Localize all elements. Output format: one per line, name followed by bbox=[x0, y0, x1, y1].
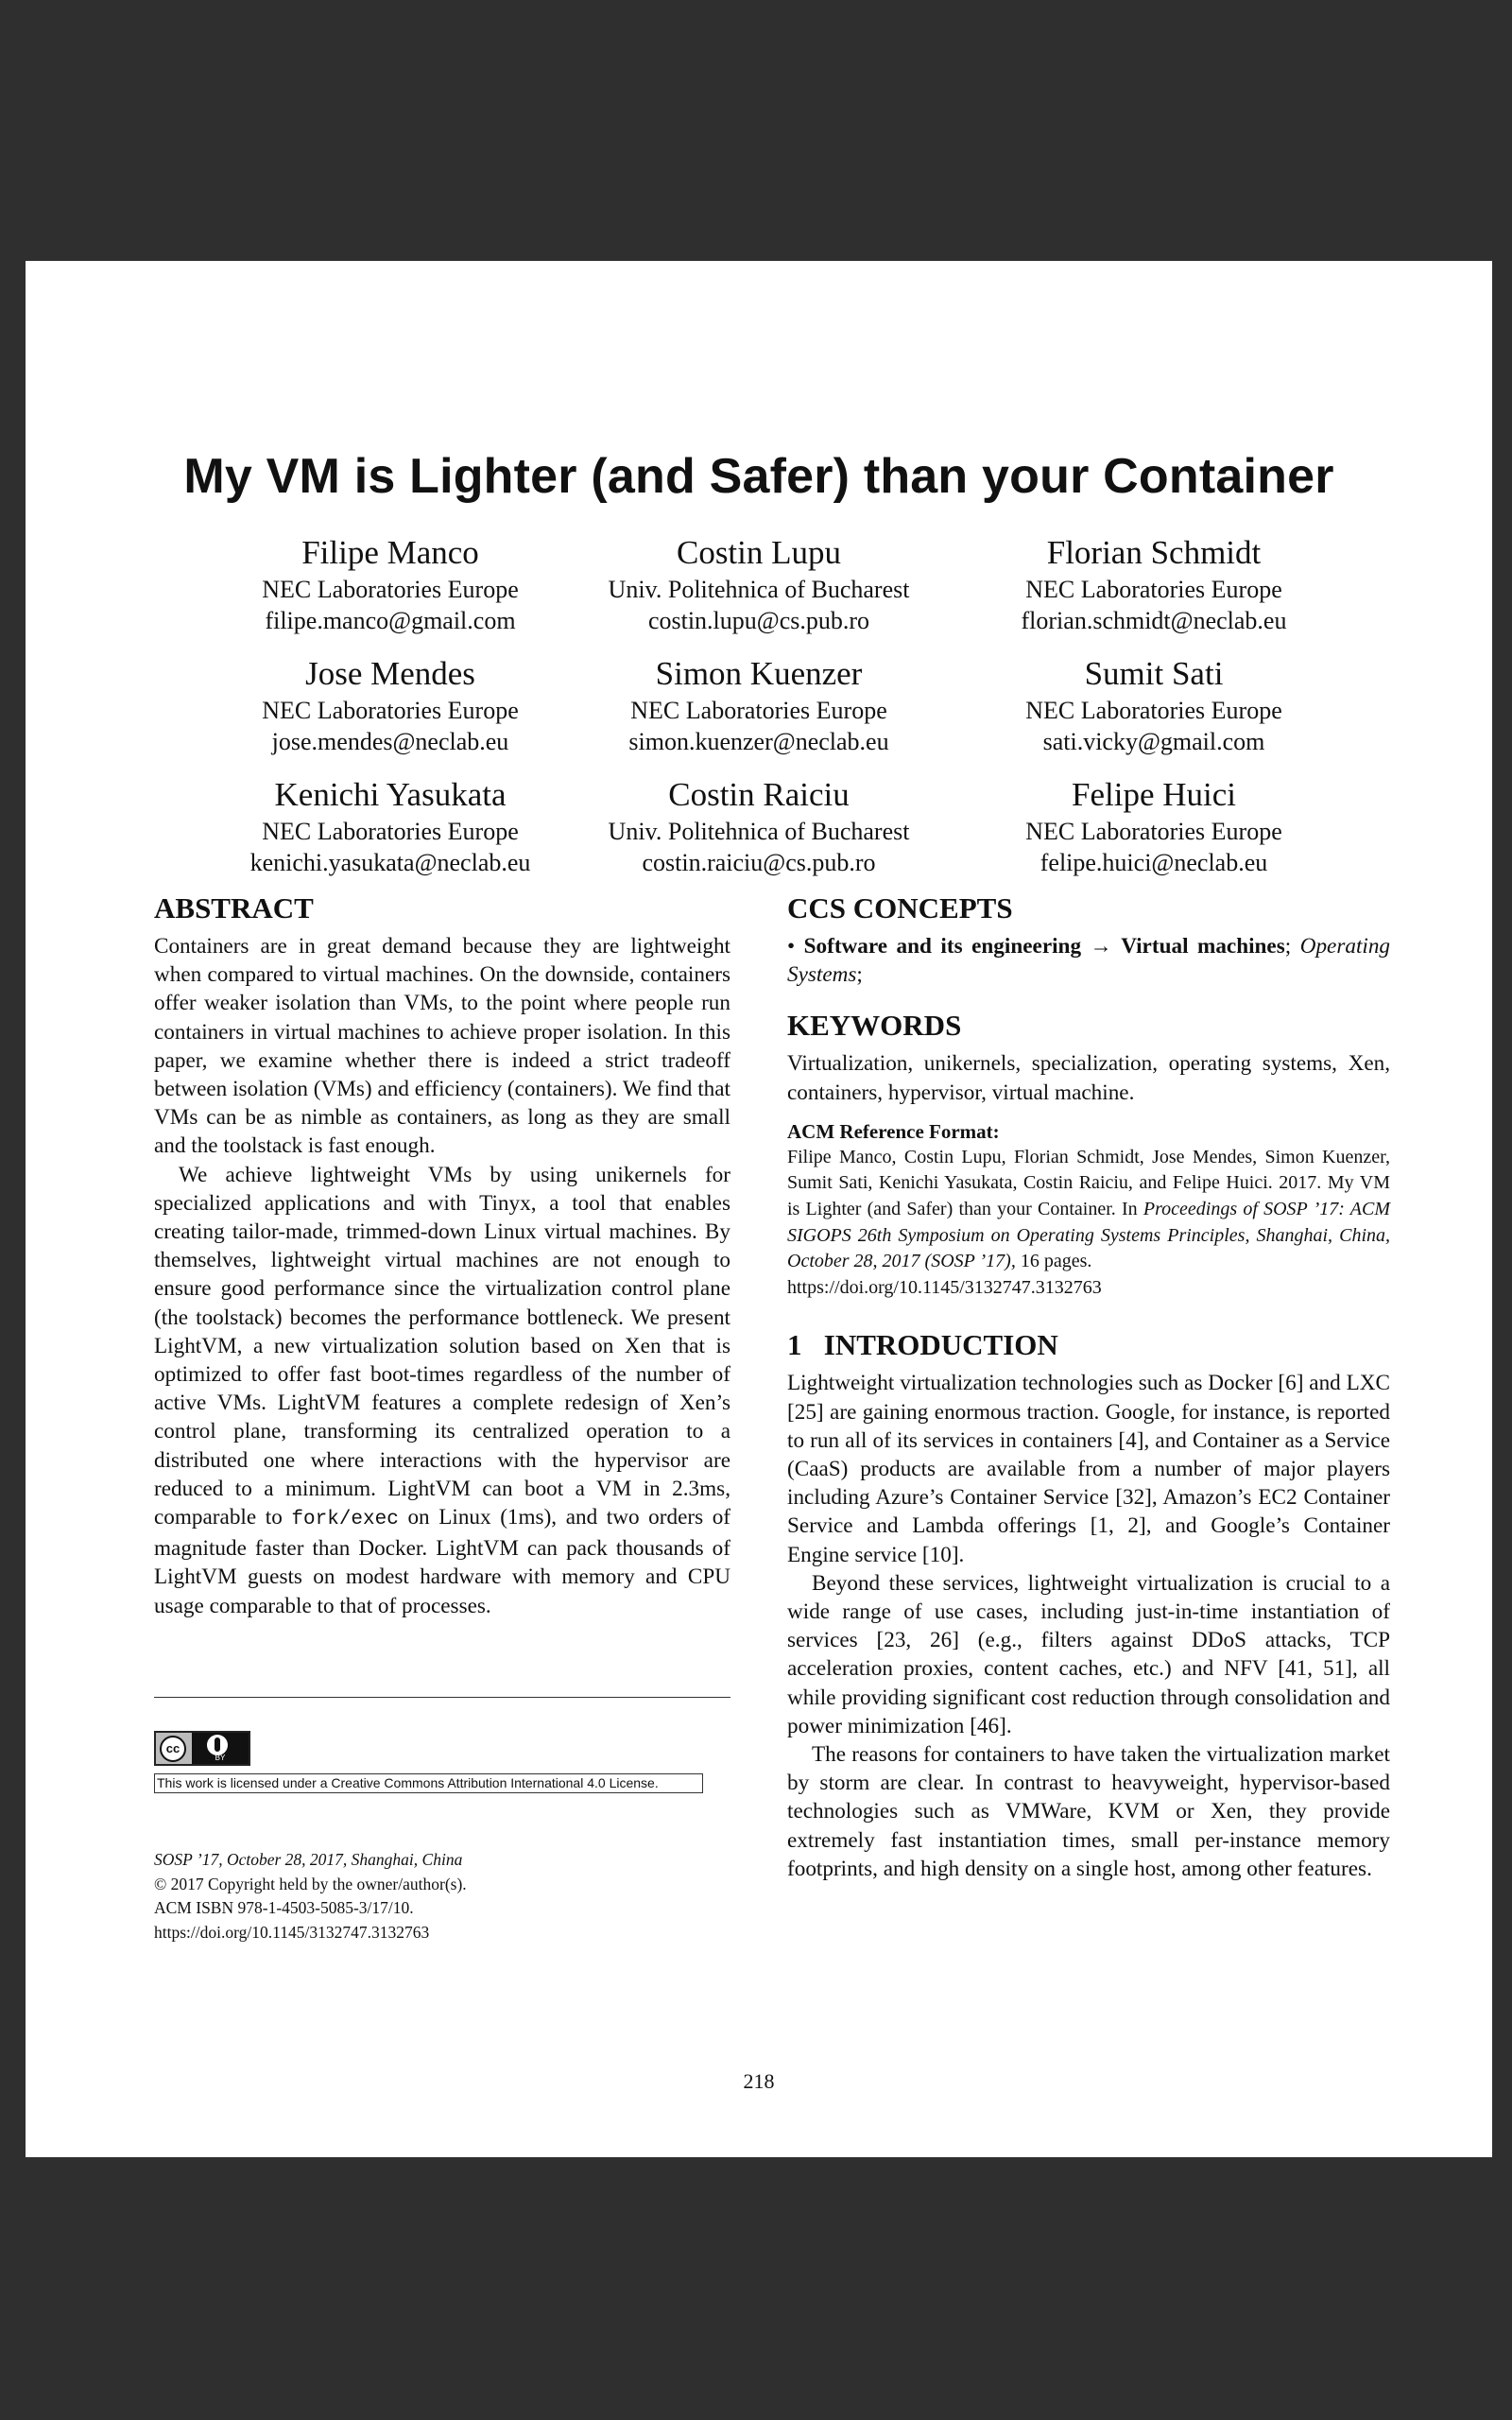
footnote-rule bbox=[154, 1697, 730, 1698]
author-name: Jose Mendes bbox=[305, 655, 475, 692]
abstract-paragraph-2 bbox=[154, 1161, 730, 1620]
ccs-concept: Operating Systems bbox=[787, 934, 1391, 988]
author-name: Simon Kuenzer bbox=[655, 655, 863, 692]
author-name: Filipe Manco bbox=[301, 534, 479, 571]
paper-page bbox=[26, 261, 1492, 2157]
author-card bbox=[551, 774, 967, 878]
author-affiliation: NEC Laboratories Europe bbox=[1025, 818, 1282, 845]
attribution-icon bbox=[192, 1733, 249, 1764]
bullet: • bbox=[787, 934, 796, 959]
author-email: costin.lupu@cs.pub.ro bbox=[647, 607, 870, 634]
by-label: BY bbox=[215, 1754, 226, 1762]
section-number: 1 bbox=[787, 1328, 802, 1362]
ccs-concept: Software and its engineering bbox=[803, 934, 1082, 959]
author-email: florian.schmidt@neclab.eu bbox=[1021, 607, 1287, 634]
acm-ref-text bbox=[787, 1145, 1390, 1275]
author-card bbox=[182, 653, 598, 757]
person-figure bbox=[215, 1737, 220, 1752]
intro-paragraph-1: Lightweight virtualization technologies such as Docker [6] and LXC [25] are gaining enormous traction. Google, for instance, is reported to run all of its services in containers [4], and Container as a Service (CaaS) products are available from a number of major players including Azure’s Container Service [32], Amazon’s EC2 Container Service and Lambda offerings [1, 2], and Google’s Container Engine service [10]. bbox=[787, 1371, 1390, 1567]
acm-ref-authors: Filipe Manco, Costin Lupu, Florian Schmidt, Jose Mendes, Simon Kuenzer, Sumit Sati, Kenichi Yasukata, Costin Raiciu, and Felipe Huici. 2017. My VM is Lighter (and Safer) than your Container. In bbox=[787, 1146, 1390, 1219]
acm-ref-pages: 16 pages. bbox=[1020, 1251, 1092, 1272]
abstract-heading: ABSTRACT bbox=[154, 891, 314, 925]
ccs-concepts bbox=[787, 932, 1390, 989]
keywords-text: Virtualization, unikernels, specialization, operating systems, Xen, containers, hypervisor, virtual machine. bbox=[787, 1051, 1390, 1105]
intro-paragraph-3: The reasons for containers to have taken the virtualization market by storm are clear. In contrast to heavyweight, hypervisor-based technologies such as VMWare, KVM or Xen, they provide extremely fast instantiation times, small per-instance memory footprints, and high density on a single host, among other features. bbox=[787, 1742, 1390, 1881]
author-affiliation: NEC Laboratories Europe bbox=[1025, 697, 1282, 724]
introduction-heading bbox=[787, 1327, 1390, 1363]
venue: SOSP ’17, October 28, 2017, Shanghai, China bbox=[154, 1850, 463, 1869]
author-name: Costin Lupu bbox=[676, 534, 842, 571]
author-affiliation: NEC Laboratories Europe bbox=[630, 697, 887, 724]
author-email: filipe.manco@gmail.com bbox=[265, 607, 516, 634]
cc-icon: cc bbox=[160, 1736, 186, 1762]
separator: ; bbox=[1284, 934, 1292, 959]
author-card bbox=[551, 532, 967, 636]
left-column bbox=[154, 890, 730, 1620]
author-affiliation: Univ. Politehnica of Bucharest bbox=[608, 818, 910, 845]
abstract-text: on Linux (1ms), and two orders of magnitude faster than Docker. LightVM can pack thousands of LightVM guests on modest hardware with memory and CPU usage comparable to that of processes. bbox=[154, 1505, 731, 1618]
author-card bbox=[551, 653, 967, 757]
ccs-heading: CCS CONCEPTS bbox=[787, 891, 1013, 925]
keywords-heading: KEYWORDS bbox=[787, 1009, 962, 1043]
intro-paragraph-2: Beyond these services, lightweight virtualization is crucial to a wide range of use cases, including just-in-time instantiation of services [23, 26] (e.g., filters against DDoS attacks, TCP acceleration proxies, content caches, etc.) and NFV [41, 51], all while providing significant cost reduction through consolidation and power minimization [46]. bbox=[787, 1570, 1390, 1738]
author-name: Florian Schmidt bbox=[1046, 534, 1262, 571]
author-email: jose.mendes@neclab.eu bbox=[271, 728, 509, 755]
section-title: INTRODUCTION bbox=[823, 1328, 1058, 1362]
separator: ; bbox=[856, 962, 863, 988]
copyright: © 2017 Copyright held by the owner/author(s). bbox=[154, 1874, 467, 1893]
ccs-concept: Virtual machines bbox=[1121, 934, 1285, 959]
inline-code: fork/exec bbox=[291, 1509, 399, 1531]
arrow-icon: → bbox=[1090, 934, 1112, 959]
author-affiliation: NEC Laboratories Europe bbox=[262, 697, 519, 724]
author-affiliation: Univ. Politehnica of Bucharest bbox=[608, 576, 910, 603]
author-name: Kenichi Yasukata bbox=[274, 776, 507, 813]
author-name: Felipe Huici bbox=[1072, 776, 1236, 813]
acm-ref-heading: ACM Reference Format: bbox=[787, 1119, 1000, 1143]
author-email: felipe.huici@neclab.eu bbox=[1040, 849, 1268, 876]
author-card bbox=[946, 653, 1362, 757]
author-card bbox=[182, 532, 598, 636]
abstract-paragraph-1: Containers are in great demand because they are lightweight when compared to virtual machines. On the downside, containers offer weaker isolation than VMs, to the point where people run containers in virtual machines to achieve proper isolation. In this paper, we examine whether there is indeed a strict tradeoff between isolation (VMs) and efficiency (containers). We find that VMs can be as nimble as containers, as long as they are small and the toolstack is fast enough. bbox=[154, 934, 730, 1159]
footnote-doi[interactable]: https://doi.org/10.1145/3132747.3132763 bbox=[154, 1923, 430, 1943]
abstract-text: We achieve lightweight VMs by using unikernels for specialized applications and with Tinyx, a tool that enables creating tailor-made, trimmed-down Linux virtual machines. By themselves, lightweight virtual machines are not enough to ensure good performance since the virtualization control plane (the toolstack) becomes the performance bottleneck. We present LightVM, a new virtualization solution based on Xen that is optimized to offer fast boot-times regardless of the number of active VMs. LightVM features a complete redesign of Xen’s control plane, transforming its centralized operation to a distributed one where interactions with the hypervisor are reduced to a minimum. LightVM can boot a VM in 2.3ms, comparable to bbox=[154, 1162, 730, 1530]
license-link[interactable]: This work is licensed under a Creative Commons Attribution International 4.0 License. bbox=[154, 1773, 703, 1793]
isbn: ACM ISBN 978-1-4503-5085-3/17/10. bbox=[154, 1898, 414, 1918]
author-card bbox=[182, 774, 598, 878]
cc-license-badge[interactable] bbox=[154, 1731, 250, 1766]
author-card bbox=[946, 774, 1362, 878]
author-affiliation: NEC Laboratories Europe bbox=[1025, 576, 1282, 603]
author-email: kenichi.yasukata@neclab.eu bbox=[249, 849, 531, 876]
author-name: Sumit Sati bbox=[1084, 655, 1224, 692]
author-card bbox=[946, 532, 1362, 636]
author-email: costin.raiciu@cs.pub.ro bbox=[642, 849, 876, 876]
paper-title: My VM is Lighter (and Safer) than your Container bbox=[183, 449, 1334, 504]
right-column bbox=[787, 890, 1390, 1883]
acm-ref-proceedings: Proceedings of SOSP ’17: ACM SIGOPS 26th Symposium on Operating Systems Principles, Shanghai, China, October 28, 2017 (SOSP ’17), bbox=[787, 1199, 1391, 1272]
author-email: sati.vicky@gmail.com bbox=[1042, 728, 1265, 755]
footnote-info bbox=[154, 1848, 730, 1945]
author-email: simon.kuenzer@neclab.eu bbox=[628, 728, 889, 755]
author-affiliation: NEC Laboratories Europe bbox=[262, 576, 519, 603]
author-affiliation: NEC Laboratories Europe bbox=[262, 818, 519, 845]
acm-ref-doi[interactable]: https://doi.org/10.1145/3132747.3132763 bbox=[787, 1276, 1102, 1298]
page-number: 218 bbox=[743, 2069, 775, 2093]
author-name: Costin Raiciu bbox=[668, 776, 850, 813]
